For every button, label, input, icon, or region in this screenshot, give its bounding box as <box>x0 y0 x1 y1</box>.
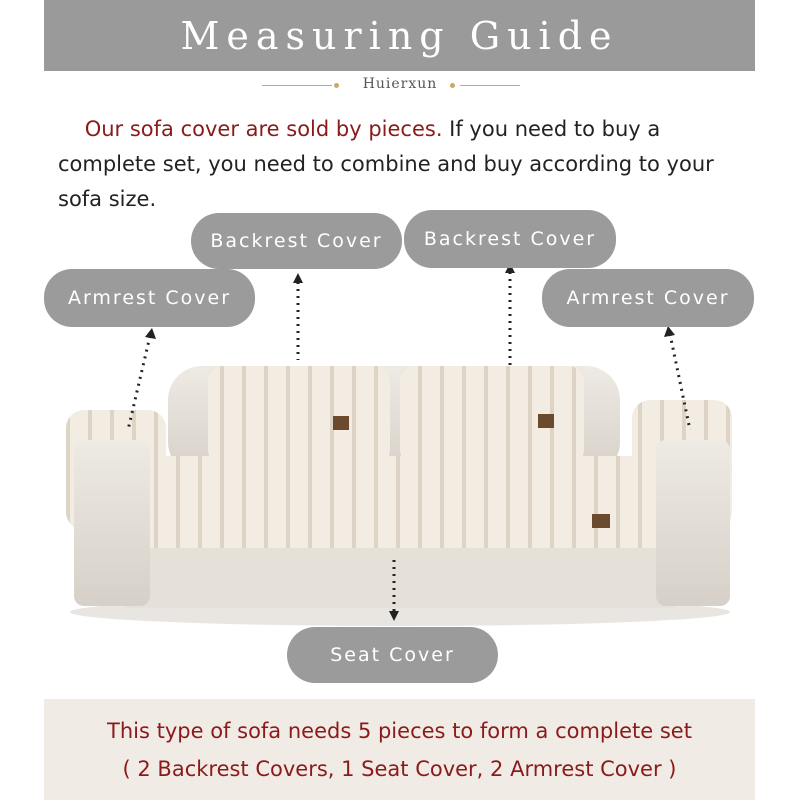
summary-line-1: This type of sofa needs 5 pieces to form a complete set <box>107 719 692 743</box>
divider-dot-right <box>450 83 455 88</box>
summary-box <box>44 699 755 800</box>
backrest-cover-label-right <box>404 210 616 268</box>
title-bar <box>44 0 755 71</box>
armrest-cover-label-right-text: Armrest Cover <box>566 287 730 309</box>
page-title: Measuring Guide <box>180 13 619 58</box>
intro-paragraph <box>58 112 748 217</box>
seat-cover-label-text: Seat Cover <box>330 644 455 666</box>
brand-name: Huierxun <box>362 76 438 92</box>
backrest-cover-label-left-text: Backrest Cover <box>210 230 383 252</box>
divider-right <box>460 85 520 86</box>
backrest-cover-label-left <box>191 213 402 269</box>
seat-cover-label <box>287 627 498 683</box>
armrest-cover-label-right <box>542 269 754 327</box>
intro-highlight: Our sofa cover are sold by pieces. <box>84 117 443 141</box>
armrest-cover-label-left-text: Armrest Cover <box>67 287 232 309</box>
summary-line-2: ( 2 Backrest Covers, 1 Seat Cover, 2 Armrest Cover ) <box>122 757 677 781</box>
intro-text: If you need to buy a complete set, you need to combine and buy according to your sofa size. <box>58 117 714 211</box>
armrest-cover-label-left <box>44 269 255 327</box>
brand-row <box>0 72 800 100</box>
backrest-cover-label-right-text: Backrest Cover <box>423 228 597 250</box>
